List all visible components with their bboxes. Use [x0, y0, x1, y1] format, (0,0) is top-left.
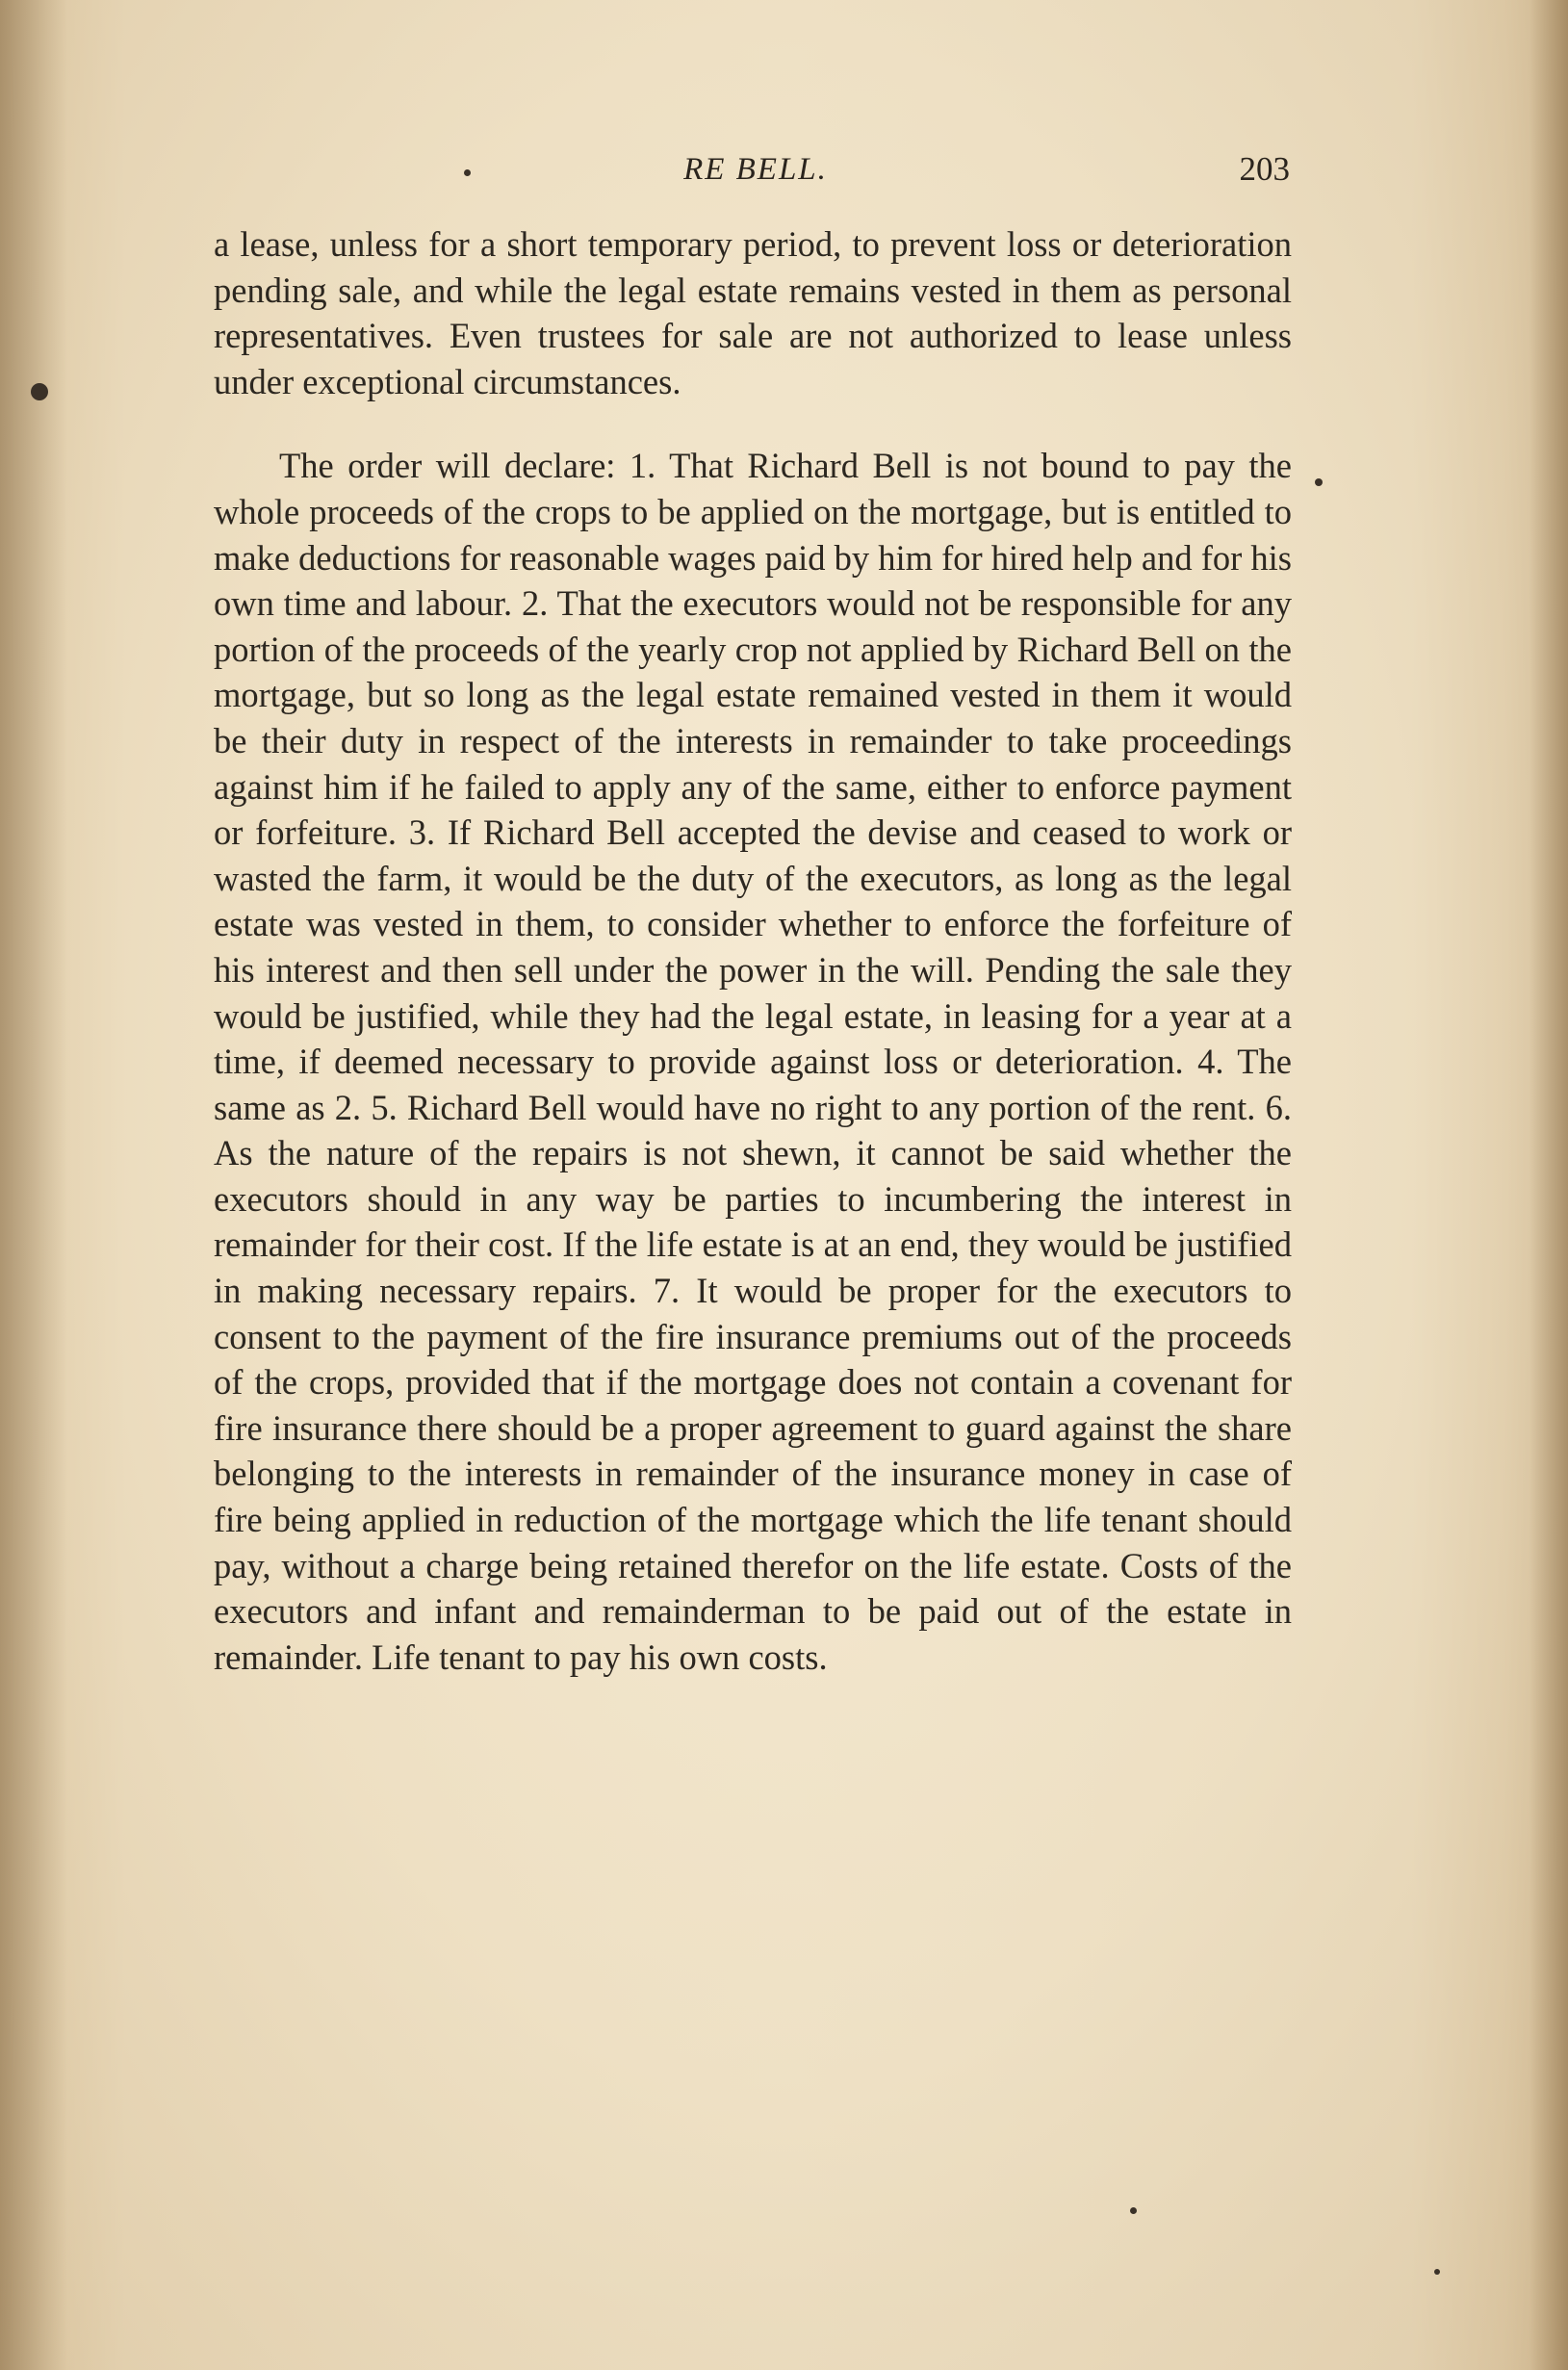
ink-speck	[1315, 478, 1323, 486]
body-text	[214, 221, 1292, 1680]
spine-shadow	[0, 0, 67, 2370]
page-edge-shadow	[1529, 0, 1568, 2370]
ink-speck	[1434, 2269, 1440, 2275]
paragraph-continuation: a lease, unless for a short temporary period, to prevent loss or deterioration pending sale, and while the legal estate remains vested in them as personal representatives. Even trustees for sale are not authorized to lease unless under exceptional circumstances.	[214, 224, 1292, 401]
ink-speck	[464, 169, 471, 176]
page-header	[221, 144, 1290, 202]
page-number: 203	[1239, 150, 1290, 188]
paragraph-order: The order will declare: 1. That Richard Bell is not bound to pay the whole proceeds of the crops to be applied on the mortgage, but is entitled to make deductions for reasonable wages paid by him for hired help and for his own time and labour. 2. That the executors would not be responsible for any portion of the proceeds of the yearly crop not applied by Richard Bell on the mortgage, but so long as the legal estate remained vested in them it would be their duty in respect of the interests in remainder to take proceedings against him if he failed to apply any of the same, either to enforce payment or forfeiture. 3. If Richard Bell accepted the devise and ceased to work or wasted the farm, it would be the duty of the executors, as long as the legal estate was vested in them, to consider whether to enforce the forfeiture of his interest and then sell under the power in the will. Pending the sale they would be justified, while they had the legal estate, in leasing for a year at a time, if deemed necessary to provide against loss or deterioration. 4. The same as 2. 5. Richard Bell would have no right to any portion of the rent. 6. As the nature of the repairs is not shewn, it cannot be said whether the executors should in any way be parties to incumbering the interest in remainder for their cost. If the life estate is at an end, they would be justified in making necessary repairs. 7. It would be proper for the executors to consent to the payment of the fire insurance premiums out of the proceeds of the crops, provided that if the mortgage does not contain a covenant for fire insurance there should be a proper agreement to guard against the share belonging to the interests in remainder of the insurance money in case of fire being applied in reduction of the mortgage which the life tenant should pay, without a charge being retained therefor on the life estate. Costs of the executors and infant and remainderman to be paid out of the estate in remainder. Life tenant to pay his own costs.	[214, 446, 1293, 1677]
ink-speck	[1130, 2207, 1137, 2214]
paragraph-spacer	[214, 404, 1292, 443]
margin-bullet-mark	[31, 383, 48, 400]
running-title: RE BELL.	[683, 152, 828, 187]
